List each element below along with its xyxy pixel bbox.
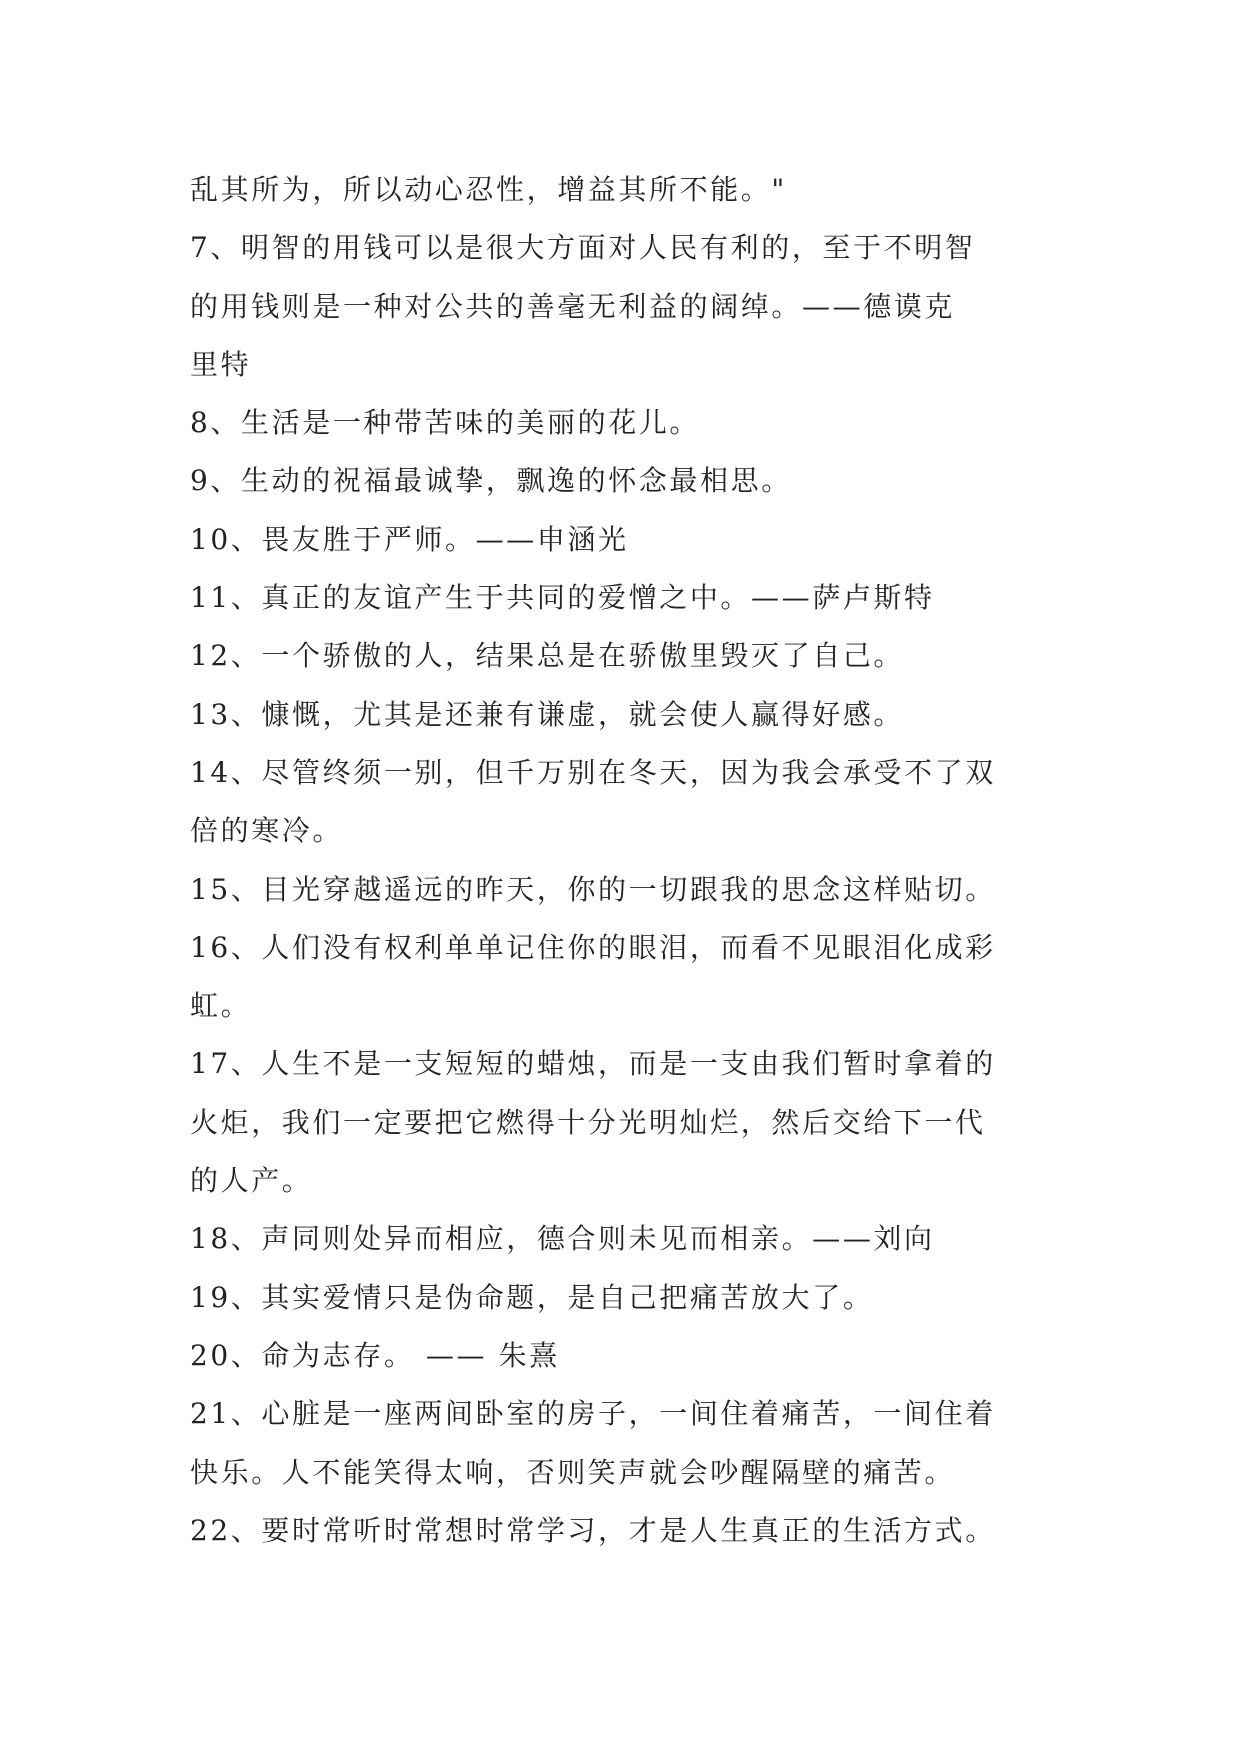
text-line: 22、要时常听时常想时常学习，才是人生真正的生活方式。 (190, 1513, 996, 1547)
text-line: 虹。 (190, 989, 252, 1023)
text-line: 11、真正的友谊产生于共同的爱憎之中。——萨卢斯特 (190, 581, 935, 615)
text-line: 火炬，我们一定要把它燃得十分光明灿烂，然后交给下一代 (190, 1105, 986, 1139)
text-line: 20、命为志存。 —— 朱熹 (190, 1338, 560, 1372)
text-line: 16、人们没有权利单单记住你的眼泪，而看不见眼泪化成彩 (190, 930, 996, 964)
text-line: 快乐。人不能笑得太响，否则笑声就会吵醒隔壁的痛苦。 (190, 1455, 956, 1489)
text-line: 9、生动的祝福最诚挚，飘逸的怀念最相思。 (190, 464, 792, 498)
text-line: 里特 (190, 347, 252, 381)
text-line: 13、慷慨，尤其是还兼有谦虚，就会使人赢得好感。 (190, 697, 905, 731)
text-line: 10、畏友胜于严师。——申涵光 (190, 522, 629, 556)
text-line: 15、目光穿越遥远的昨天，你的一切跟我的思念这样贴切。 (190, 872, 996, 906)
text-line: 的用钱则是一种对公共的善毫无利益的阔绰。——德谟克 (190, 289, 956, 323)
text-line: 12、一个骄傲的人，结果总是在骄傲里毁灭了自己。 (190, 639, 905, 673)
text-line: 8、生活是一种带苦味的美丽的花儿。 (190, 406, 701, 440)
text-line: 倍的寒冷。 (190, 814, 344, 848)
text-line: 21、心脏是一座两间卧室的房子，一间住着痛苦，一间住着 (190, 1397, 996, 1431)
text-line: 14、尽管终须一别，但千万别在冬天，因为我会承受不了双 (190, 755, 996, 789)
text-line: 的人产。 (190, 1164, 313, 1198)
text-line: 7、明智的用钱可以是很大方面对人民有利的，至于不明智 (190, 231, 976, 265)
document-body (190, 161, 1070, 1560)
text-line: 17、人生不是一支短短的蜡烛，而是一支由我们暂时拿着的 (190, 1047, 996, 1081)
text-line: 19、其实爱情只是伪命题，是自己把痛苦放大了。 (190, 1280, 874, 1314)
text-line: 18、声同则处异而相应，德合则未见而相亲。——刘向 (190, 1222, 935, 1256)
text-line: 乱其所为，所以动心忍性，增益其所不能。" (190, 173, 787, 206)
